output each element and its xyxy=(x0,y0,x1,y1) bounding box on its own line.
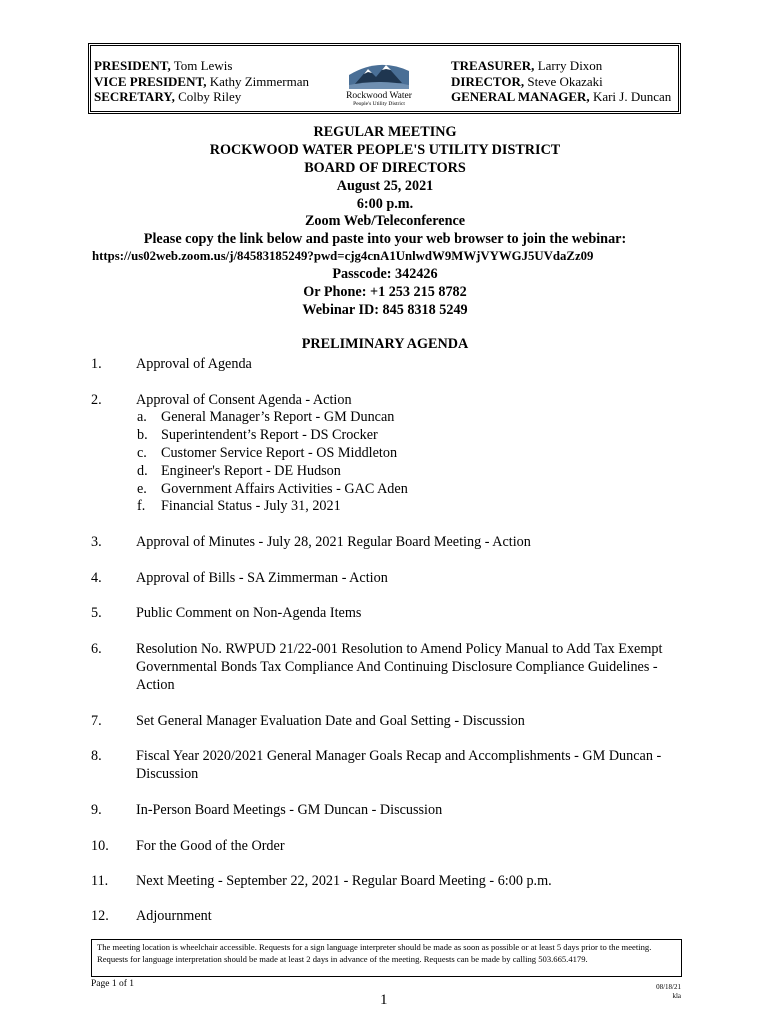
officer-general-manager: GENERAL MANAGER, Kari J. Duncan xyxy=(451,89,672,104)
webinar-id: Webinar ID: 845 8318 5249 xyxy=(302,302,468,318)
meeting-venue: Zoom Web/Teleconference xyxy=(304,213,466,229)
officer-vice-president: VICE PRESIDENT, Kathy Zimmerman xyxy=(94,73,309,89)
agenda-title: PRELIMINARY AGENDA xyxy=(301,336,469,352)
webinar-instruction: Please copy the link below and paste into your web browser to join the webinar: xyxy=(143,231,627,247)
meeting-date: August 25, 2021 xyxy=(336,178,434,194)
officers-left xyxy=(94,58,309,105)
initials: kla xyxy=(672,992,681,1000)
mountain-logo-icon xyxy=(346,55,412,91)
rockwood-water-logo xyxy=(346,55,412,107)
date-code: 08/18/21 xyxy=(656,983,681,991)
phone-number: Or Phone: +1 253 215 8782 xyxy=(303,284,467,300)
page-number: 1 xyxy=(380,992,388,1008)
officer-treasurer: TREASURER, Larry Dixon xyxy=(451,58,603,73)
page-label: Page 1 of 1 xyxy=(91,979,135,989)
logo-subtitle: People's Utility District xyxy=(353,101,405,107)
meeting-time: 6:00 p.m. xyxy=(356,196,414,212)
officer-director: DIRECTOR, Steve Okazaki xyxy=(451,73,603,89)
accessibility-notice: The meeting location is wheelchair accessible. Requests for a sign language interpreter should be made as soon as possible or at least 5 days prior to the meeting. Requests for language interpretation should be made at least 2 days in advance of the meeting. Requests can be made by calling 503.665.4179. xyxy=(91,939,682,977)
officers-box xyxy=(88,43,681,114)
officer-president: PRESIDENT, Tom Lewis xyxy=(94,58,233,73)
logo-name: Rockwood Water xyxy=(346,91,412,101)
district-name: ROCKWOOD WATER PEOPLE'S UTILITY DISTRICT xyxy=(209,142,561,158)
meeting-type: REGULAR MEETING xyxy=(313,124,457,140)
passcode: Passcode: 342426 xyxy=(332,266,438,282)
officer-secretary: SECRETARY, Colby Riley xyxy=(94,89,242,104)
document-date-code xyxy=(656,983,681,1001)
webinar-link[interactable]: https://us02web.zoom.us/j/84583185249?pwd=cjg4cnA1UnlwdW9MWjVYWGJ5UVdaZz09 xyxy=(92,249,594,263)
officers-right xyxy=(451,58,671,105)
board-name: BOARD OF DIRECTORS xyxy=(304,160,466,176)
